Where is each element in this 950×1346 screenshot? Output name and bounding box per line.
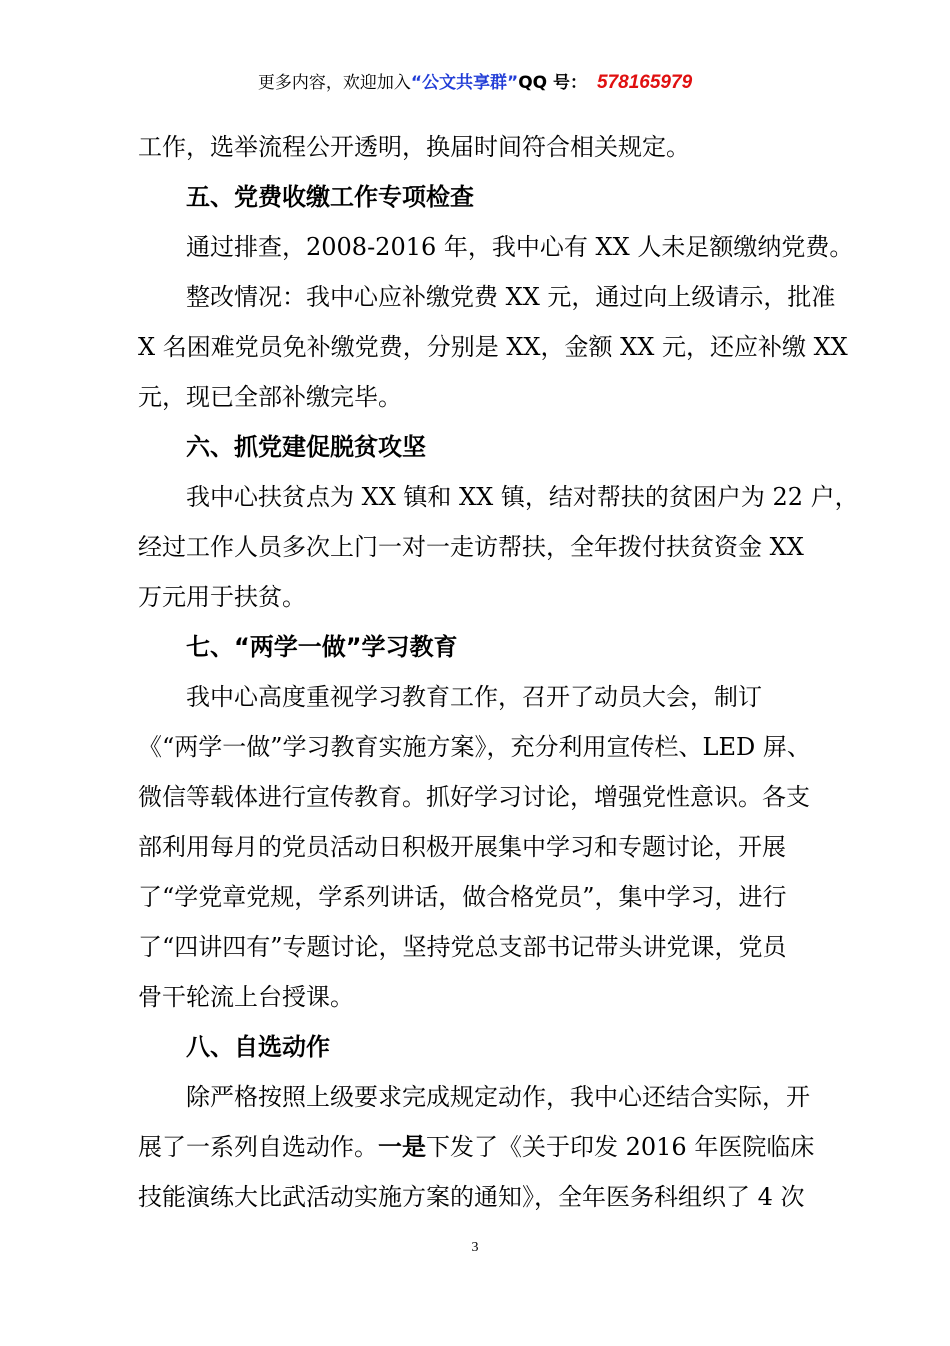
emphasis-first: 一是 <box>378 1133 426 1161</box>
paragraph-line: 部利用每月的党员活动日积极开展集中学习和专题讨论，开展 <box>138 833 786 861</box>
paragraph-line: 除严格按照上级要求完成规定动作，我中心还结合实际，开 <box>186 1083 810 1111</box>
paragraph-line: 技能演练大比武活动实施方案的通知》，全年医务科组织了 4 次 <box>138 1183 805 1211</box>
paragraph-line: 了“四讲四有”专题讨论，坚持党总支部书记带头讲党课，党员 <box>138 933 787 961</box>
section-heading-7: 七、“两学一做”学习教育 <box>186 633 458 661</box>
paragraph-line: 微信等载体进行宣传教育。抓好学习讨论，增强党性意识。各支 <box>138 783 810 811</box>
section-heading-8: 八、自选动作 <box>186 1033 330 1061</box>
paragraph-line: 我中心扶贫点为 XX 镇和 XX 镇，结对帮扶的贫困户为 22 户， <box>186 483 859 511</box>
paragraph-line: 我中心高度重视学习教育工作，召开了动员大会，制订 <box>186 683 762 711</box>
paragraph-text: 下发了《关于印发 2016 年医院临床 <box>426 1133 815 1161</box>
paragraph-text: 通过排查，2008-2016 年，我中心有 XX 人未足额缴纳党费。 <box>186 233 854 261</box>
paragraph-line: X 名困难党员免补缴党费，分别是 XX，金额 XX 元，还应补缴 XX <box>138 333 848 361</box>
paragraph-line: 《“两学一做”学习教育实施方案》，充分利用宣传栏、LED 屏、 <box>138 733 811 761</box>
paragraph-line: 万元用于扶贫。 <box>138 583 306 611</box>
group-name: “公文共享群” <box>410 73 519 93</box>
paragraph-line: 骨干轮流上台授课。 <box>138 983 354 1011</box>
paragraph-line <box>138 1122 838 1172</box>
paragraph-line: 整改情况：我中心应补缴党费 XX 元，通过向上级请示，批准 <box>186 283 836 311</box>
promo-header <box>0 68 950 94</box>
header-prefix: 更多内容，欢迎加入 <box>257 73 411 93</box>
paragraph-line: 元，现已全部补缴完毕。 <box>138 383 402 411</box>
qq-number: 578165979 <box>597 72 693 93</box>
section-heading-5: 五、党费收缴工作专项检查 <box>186 183 474 211</box>
qq-label: QQ 号： <box>518 73 588 93</box>
paragraph-line: 了“学党章党规，学系列讲话，做合格党员”，集中学习，进行 <box>138 883 787 911</box>
paragraph-line: 经过工作人员多次上门一对一走访帮扶，全年拨付扶贫资金 XX <box>138 533 804 561</box>
paragraph-continuation: 工作，选举流程公开透明，换届时间符合相关规定。 <box>138 133 690 161</box>
page-number: 3 <box>471 1240 479 1255</box>
document-body <box>138 122 859 1222</box>
section-heading-6: 六、抓党建促脱贫攻坚 <box>186 433 426 461</box>
paragraph-text: 展了一系列自选动作。 <box>138 1133 378 1161</box>
